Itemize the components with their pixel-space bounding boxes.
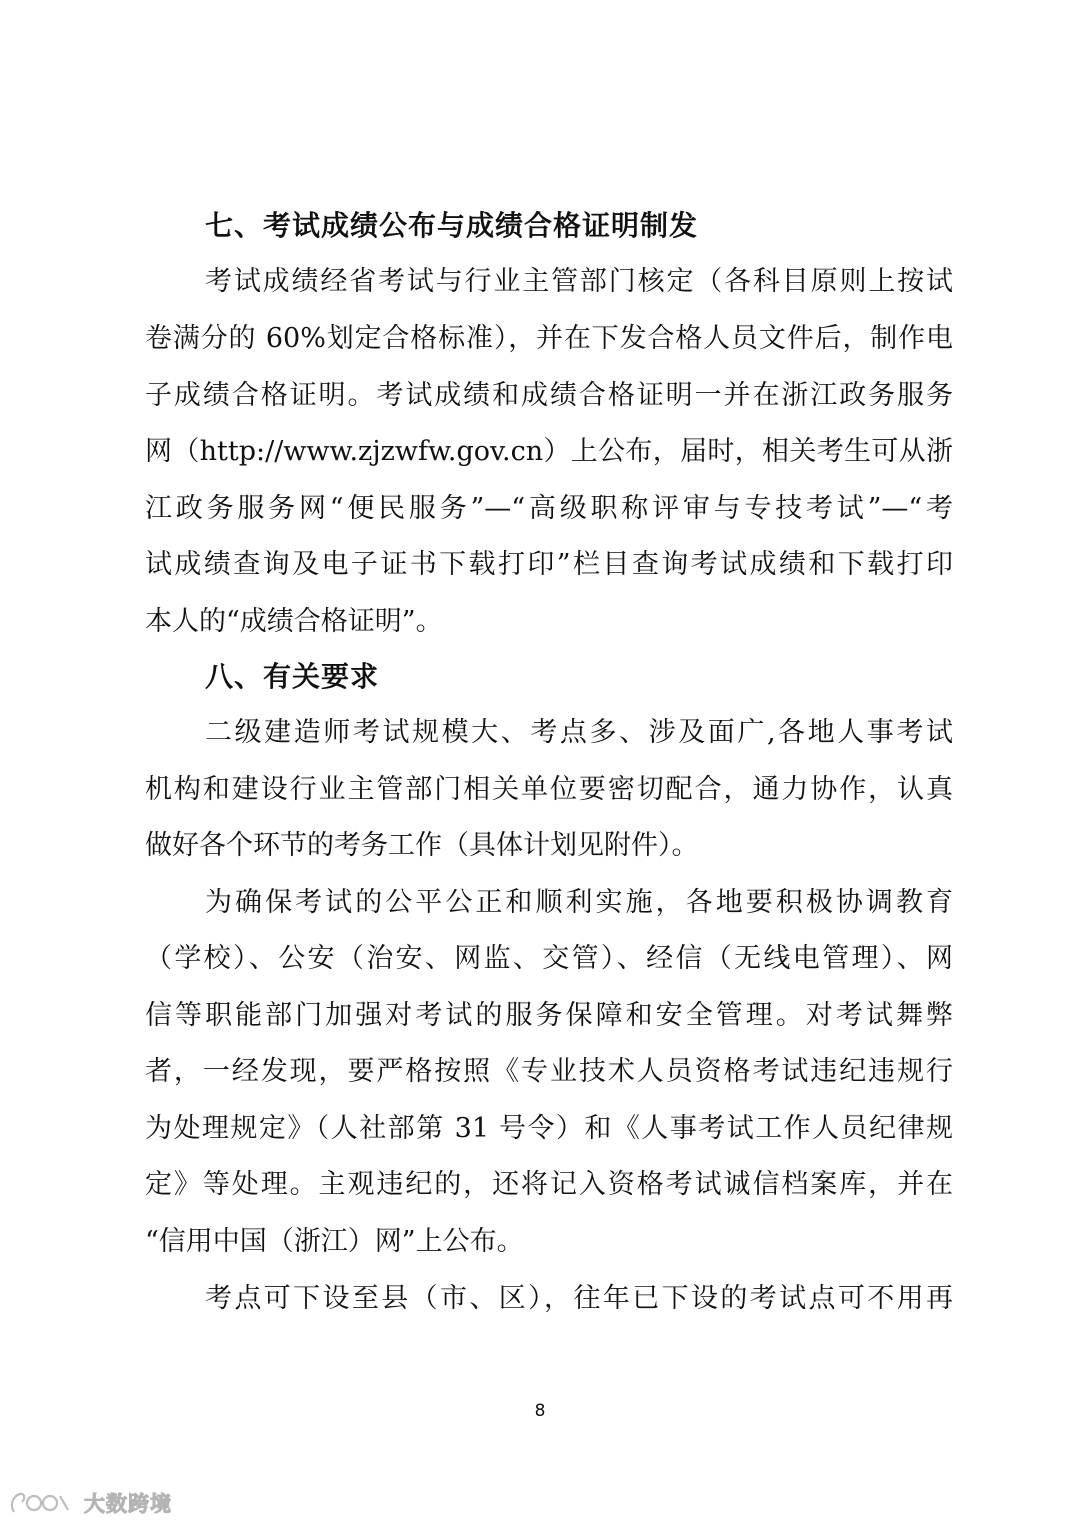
section-8-paragraph-2-line: “信用中国（浙江）网”上公布。 bbox=[145, 1226, 524, 1257]
watermark bbox=[8, 1487, 172, 1519]
section-8-paragraph-2-line: 为确保考试的公平公正和顺利实施，各地要积极协调教育 bbox=[205, 887, 953, 918]
section-8-paragraph-2-line: 信等职能部门加强对考试的服务保障和安全管理。对考试舞弊 bbox=[145, 1000, 953, 1031]
dashuju-logo-icon bbox=[8, 1488, 78, 1518]
section-7-line: 本人的“成绩合格证明”。 bbox=[145, 606, 443, 637]
section-8-paragraph-1-line: 机构和建设行业主管部门相关单位要密切配合，通力协作，认真 bbox=[145, 774, 953, 805]
section-8-heading: 八、有关要求 bbox=[205, 660, 380, 693]
section-8-paragraph-2-line: 者，一经发现，要严格按照《专业技术人员资格考试违纪违规行 bbox=[145, 1056, 953, 1087]
section-8-paragraph-1-line: 二级建造师考试规模大、考点多、涉及面广,各地人事考试 bbox=[205, 717, 953, 748]
section-7-line: 子成绩合格证明。考试成绩和成绩合格证明一并在浙江政务服务 bbox=[145, 380, 953, 411]
section-7-heading: 七、考试成绩公布与成绩合格证明制发 bbox=[205, 209, 699, 242]
section-8-paragraph-1-line: 做好各个环节的考务工作（具体计划见附件）。 bbox=[145, 830, 699, 861]
page-number: 8 bbox=[534, 1401, 546, 1421]
section-7-line: 试成绩查询及电子证书下载打印”栏目查询考试成绩和下载打印 bbox=[145, 549, 953, 580]
section-7-line: 卷满分的 60%划定合格标准），并在下发合格人员文件后，制作电 bbox=[145, 323, 953, 354]
section-8-paragraph-3-line: 考点可下设至县（市、区），往年已下设的考试点可不用再 bbox=[205, 1283, 953, 1314]
section-7-line: 网（http://www.zjzwfw.gov.cn）上公布，届时，相关考生可从浙 bbox=[145, 436, 953, 467]
watermark-text: 大数跨境 bbox=[84, 1492, 172, 1516]
section-7-line: 考试成绩经省考试与行业主管部门核定（各科目原则上按试 bbox=[205, 266, 953, 297]
section-8-paragraph-2-line: 定》等处理。主观违纪的，还将记入资格考试诚信档案库，并在 bbox=[145, 1169, 953, 1200]
section-8-paragraph-2-line: 为处理规定》（人社部第 31 号令）和《人事考试工作人员纪律规 bbox=[145, 1113, 953, 1144]
section-7-line: 江政务服务网“便民服务”—“高级职称评审与专技考试”—“考 bbox=[145, 493, 953, 524]
section-8-paragraph-2-line: （学校）、公安（治安、网监、交管）、经信（无线电管理）、网 bbox=[145, 943, 953, 974]
